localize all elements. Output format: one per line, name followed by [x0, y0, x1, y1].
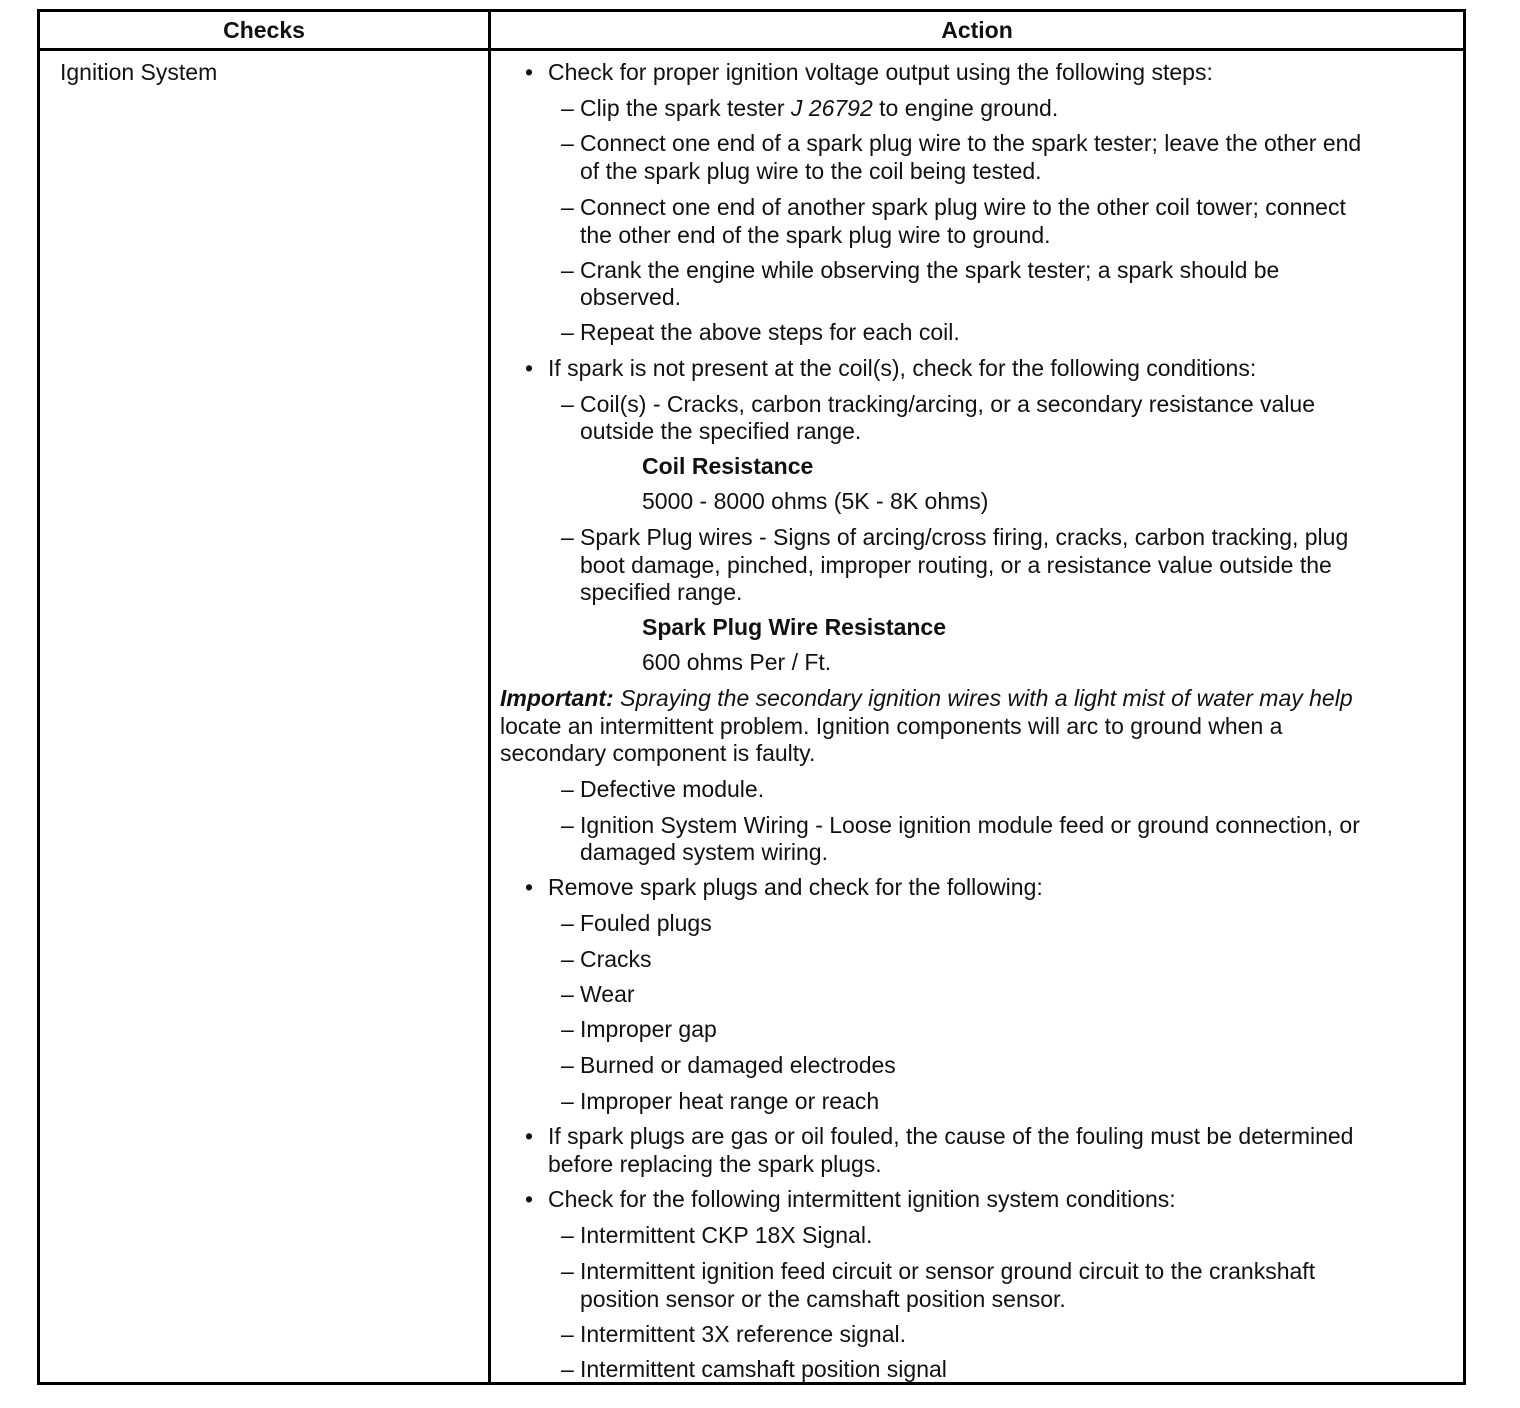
intermittent-feed-line2: position sensor or the camshaft position sensor. — [580, 1286, 1066, 1312]
action-bullet-1: Check for proper ignition voltage output using the following steps: — [548, 59, 1213, 85]
action-step-5: Repeat the above steps for each coil. — [580, 319, 960, 345]
dash-icon: – — [561, 257, 574, 283]
important-note-line3: secondary component is faulty. — [500, 740, 816, 766]
action-condition-coil-line1: Coil(s) - Cracks, carbon tracking/arcing, or a secondary resistance value — [580, 391, 1316, 417]
dash-icon: – — [561, 194, 574, 220]
dash-icon: – — [561, 319, 574, 345]
dash-icon: – — [561, 130, 574, 156]
dash-icon: – — [561, 1258, 574, 1284]
bullet-icon: • — [525, 1186, 534, 1212]
bullet-icon: • — [525, 874, 534, 900]
action-condition-wires-line1: Spark Plug wires - Signs of arcing/cross firing, cracks, carbon tracking, plug — [580, 524, 1349, 550]
intermittent-ckp: Intermittent CKP 18X Signal. — [580, 1222, 873, 1248]
intermittent-feed-line1: Intermittent ignition feed circuit or sensor ground circuit to the crankshaft — [580, 1258, 1316, 1284]
plug-check-wear: Wear — [580, 981, 635, 1007]
dash-icon: – — [561, 1222, 574, 1248]
action-condition-wires-line2: boot damage, pinched, improper routing, or a resistance value outside the — [580, 552, 1332, 578]
action-step-2-line1: Connect one end of a spark plug wire to the spark tester; leave the other end — [580, 130, 1362, 156]
action-step-2-line2: of the spark plug wire to the coil being tested. — [580, 158, 1042, 184]
important-note-line2: locate an intermittent problem. Ignition components will arc to ground when a — [500, 713, 1283, 739]
plug-check-electrodes: Burned or damaged electrodes — [580, 1052, 896, 1078]
action-bullet-4-line1: If spark plugs are gas or oil fouled, the cause of the fouling must be determined — [548, 1123, 1354, 1149]
action-condition-coil-line2: outside the specified range. — [580, 418, 862, 444]
column-divider — [488, 12, 491, 1382]
dash-icon: – — [561, 1016, 574, 1042]
action-bullet-3: Remove spark plugs and check for the following: — [548, 874, 1043, 900]
action-bullet-2: If spark is not present at the coil(s), check for the following conditions: — [548, 355, 1257, 381]
bullet-icon: • — [525, 355, 534, 381]
dash-icon: – — [561, 1356, 574, 1382]
intermittent-3x: Intermittent 3X reference signal. — [580, 1321, 906, 1347]
check-label: Ignition System — [60, 59, 218, 85]
action-step-1: Clip the spark tester J 26792 to engine ground. — [580, 95, 1059, 121]
dash-icon: – — [561, 981, 574, 1007]
spec-coil-value: 5000 - 8000 ohms (5K - 8K ohms) — [642, 488, 989, 514]
dash-icon: – — [561, 1321, 574, 1347]
dash-icon: – — [561, 95, 574, 121]
dash-icon: – — [561, 776, 574, 802]
plug-check-gap: Improper gap — [580, 1016, 717, 1042]
action-bullet-5: Check for the following intermittent ignition system conditions: — [548, 1186, 1176, 1212]
action-condition-wiring-line1: Ignition System Wiring - Loose ignition module feed or ground connection, or — [580, 812, 1360, 838]
important-label: Important: — [500, 685, 614, 711]
dash-icon: – — [561, 1088, 574, 1114]
bullet-icon: • — [525, 1123, 534, 1149]
dash-icon: – — [561, 1052, 574, 1078]
spec-wire-value: 600 ohms Per / Ft. — [642, 649, 832, 675]
plug-check-heat-range: Improper heat range or reach — [580, 1088, 880, 1114]
header-rule — [40, 48, 1463, 51]
action-step-4-line1: Crank the engine while observing the spark tester; a spark should be — [580, 257, 1280, 283]
spec-wire-title: Spark Plug Wire Resistance — [642, 614, 947, 640]
plug-check-fouled: Fouled plugs — [580, 910, 712, 936]
action-step-3-line2: the other end of the spark plug wire to ground. — [580, 222, 1051, 248]
action-bullet-4-line2: before replacing the spark plugs. — [548, 1151, 882, 1177]
action-step-4-line2: observed. — [580, 284, 682, 310]
action-condition-wires-line3: specified range. — [580, 579, 743, 605]
header-checks: Checks — [223, 17, 305, 43]
dash-icon: – — [561, 524, 574, 550]
action-step-3-line1: Connect one end of another spark plug wire to the other coil tower; connect — [580, 194, 1346, 220]
action-condition-module: Defective module. — [580, 776, 765, 802]
tool-number: J 26792 — [790, 95, 873, 121]
dash-icon: – — [561, 812, 574, 838]
bullet-icon: • — [525, 59, 534, 85]
action-condition-wiring-line2: damaged system wiring. — [580, 839, 828, 865]
important-note-line1: Important: Spraying the secondary ignition wires with a light mist of water may help — [500, 685, 1353, 711]
header-action: Action — [941, 17, 1013, 43]
dash-icon: – — [561, 946, 574, 972]
spec-coil-title: Coil Resistance — [642, 453, 814, 479]
dash-icon: – — [561, 910, 574, 936]
dash-icon: – — [561, 391, 574, 417]
plug-check-cracks: Cracks — [580, 946, 652, 972]
intermittent-camshaft: Intermittent camshaft position signal — [580, 1356, 947, 1382]
